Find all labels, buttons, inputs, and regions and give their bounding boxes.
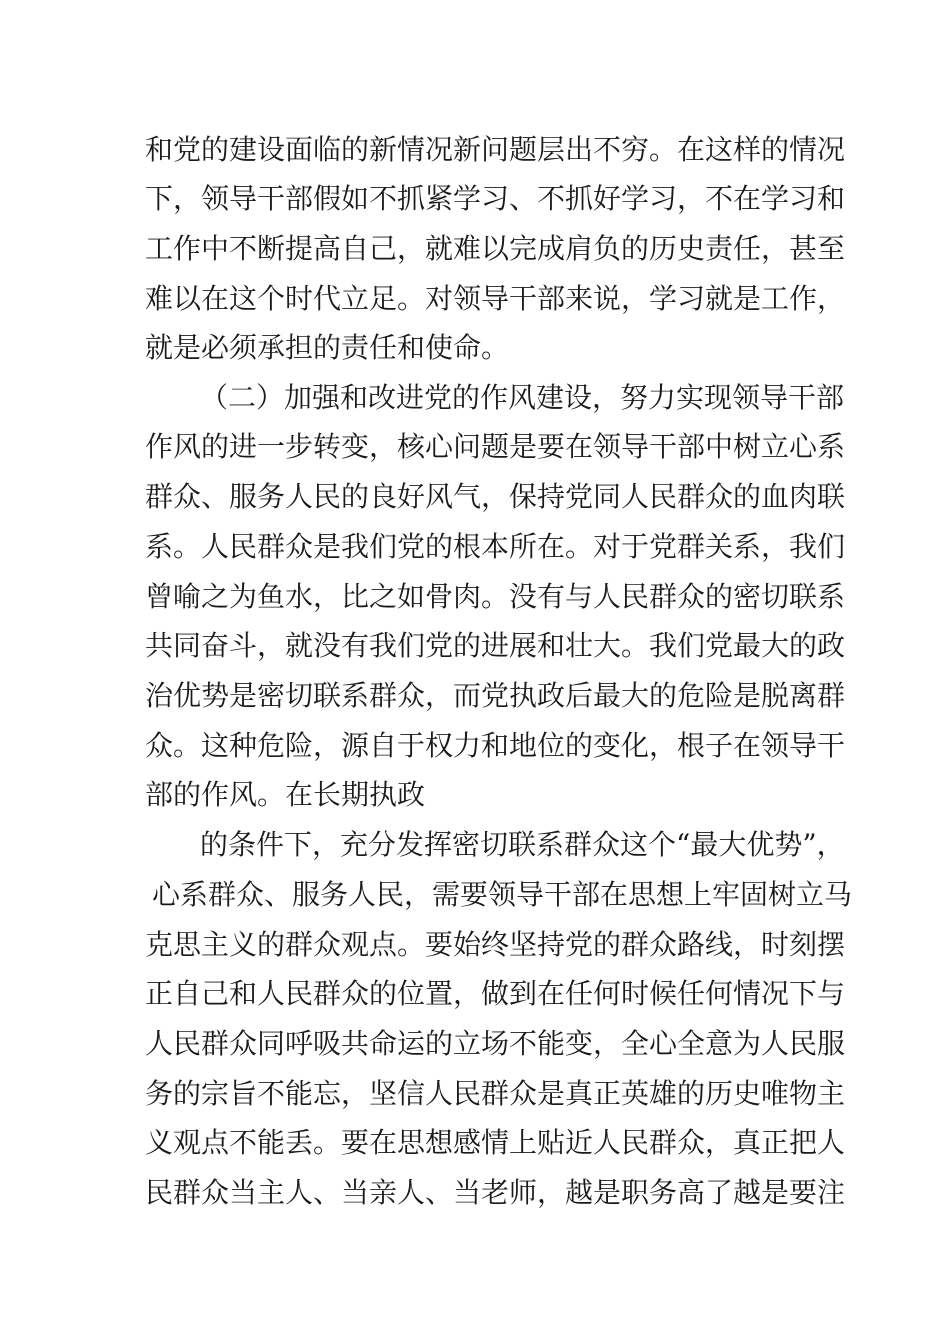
text-line: 下，领导干部假如不抓紧学习、不抓好学习，不在学习和 [145, 182, 846, 215]
text-line: （二）加强和改进党的作风建设，努力实现领导干部 [200, 381, 845, 414]
text-line: 系。人民群众是我们党的根本所在。对于党群关系，我们 [145, 530, 846, 563]
text-line: 工作中不断提高自己，就难以完成肩负的历史责任，甚至 [145, 232, 846, 265]
text-line: 群众、服务人民的良好风气，保持党同人民群众的血肉联 [145, 480, 846, 513]
text-line: 心系群众、服务人民，需要领导干部在思想上牢固树立马 [152, 878, 853, 911]
text-line: 作风的进一步转变，核心问题是要在领导干部中树立心系 [145, 430, 846, 463]
text-line: 的条件下，充分发挥密切联系群众这个“最大优势”， [200, 828, 845, 861]
text-line: 务的宗旨不能忘，坚信人民群众是真正英雄的历史唯物主 [145, 1077, 846, 1110]
text-line: 和党的建设面临的新情况新问题层出不穷。在这样的情况 [145, 133, 846, 166]
text-line: 众。这种危险，源自于权力和地位的变化，根子在领导干 [145, 729, 846, 762]
text-line: 曾喻之为鱼水，比之如骨肉。没有与人民群众的密切联系 [145, 580, 846, 613]
text-line: 难以在这个时代立足。对领导干部来说，学习就是工作， [145, 282, 846, 315]
text-line: 共同奋斗，就没有我们党的进展和壮大。我们党最大的政 [145, 629, 846, 662]
text-line: 人民群众同呼吸共命运的立场不能变，全心全意为人民服 [145, 1027, 846, 1060]
text-line: 就是必须承担的责任和使命。 [145, 331, 510, 364]
text-line: 义观点不能丢。要在思想感情上贴近人民群众，真正把人 [145, 1126, 846, 1159]
text-line: 部的作风。在长期执政 [145, 778, 426, 811]
text-line: 克思主义的群众观点。要始终坚持党的群众路线，时刻摆 [145, 928, 846, 961]
text-line: 正自己和人民群众的位置，做到在任何时候任何情况下与 [145, 977, 846, 1010]
text-line: 治优势是密切联系群众，而党执政后最大的危险是脱离群 [145, 679, 846, 712]
text-line: 民群众当主人、当亲人、当老师，越是职务高了越是要注 [145, 1176, 846, 1209]
